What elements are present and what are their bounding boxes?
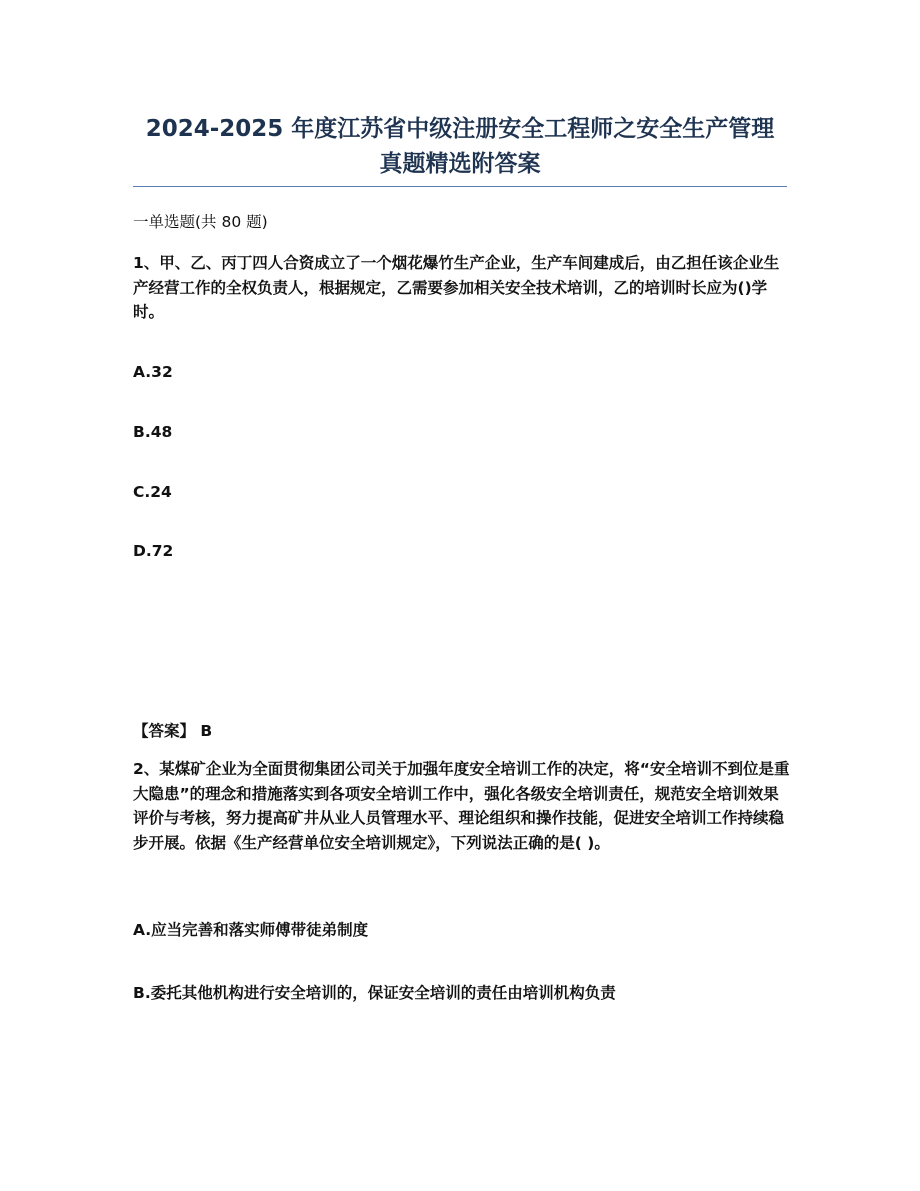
question-2-text: 2、某煤矿企业为全面贯彻集团公司关于加强年度安全培训工作的决定，将“安全培训不到位是重大隐患”的理念和措施落实到各项安全培训工作中，强化各级安全培训责任，规范安全培训效果评价与考核，努力提高矿井从业人员管理水平、理论组织和操作技能，促进安全培训工作持续稳步开展。依据《生产经营单位安全培训规定》，下列说法正确的是( )。 <box>133 760 790 852</box>
question-2-option-a: A.应当完善和落实师傅带徒弟制度 <box>133 921 369 939</box>
document-title <box>120 112 800 182</box>
question-1-option-c: C.24 <box>133 483 172 501</box>
title-line-1: 2024-2025 年度江苏省中级注册安全工程师之安全生产管理 <box>145 116 775 142</box>
question-1-option-b: B.48 <box>133 423 173 441</box>
question-2-option-b: B.委托其他机构进行安全培训的，保证安全培训的责任由培训机构负责 <box>133 984 616 1002</box>
question-1-option-d: D.72 <box>133 542 174 560</box>
question-1-text: 1、甲、乙、丙丁四人合资成立了一个烟花爆竹生产企业，生产车间建成后，由乙担任该企业生产经营工作的全权负责人，根据规定，乙需要参加相关安全技术培训，乙的培训时长应为()学时。 <box>133 254 780 321</box>
question-1-option-a: A.32 <box>133 363 173 381</box>
question-1-answer: 【答案】 B <box>133 722 213 740</box>
title-line-2: 真题精选附答案 <box>379 151 541 177</box>
section-heading: 一单选题(共 80 题) <box>133 213 268 231</box>
title-divider <box>133 186 787 187</box>
